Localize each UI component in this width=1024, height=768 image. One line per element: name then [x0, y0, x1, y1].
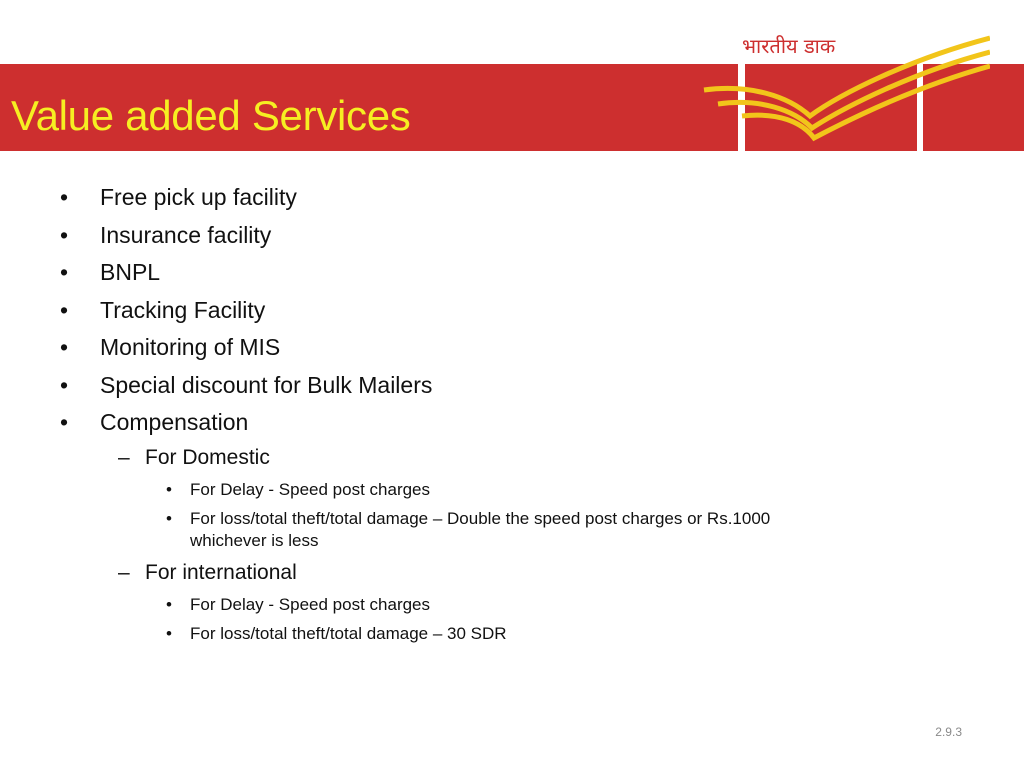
bullet-marker: •: [60, 372, 69, 398]
sub-sub-list-item-text: For Delay - Speed post charges: [190, 595, 431, 614]
bullet-marker: •: [166, 595, 172, 614]
bullet-marker: •: [60, 184, 69, 210]
slide-title: Value added Services: [11, 92, 411, 139]
list-item-text: Tracking Facility: [100, 297, 266, 323]
bullet-marker: •: [60, 222, 69, 248]
list-item-text: Compensation: [100, 409, 249, 435]
sub-sub-list-item-text: For loss/total theft/total damage – 30 SDR: [190, 624, 507, 643]
dash-marker: –: [118, 561, 130, 584]
bullet-marker: •: [60, 297, 69, 323]
bullet-marker: •: [60, 409, 69, 435]
sub-sub-list-item-text: For Delay - Speed post charges: [190, 480, 431, 499]
dash-marker: –: [118, 446, 130, 469]
list-item-text: Free pick up facility: [100, 184, 297, 210]
logo-text: भारतीय डाक: [742, 34, 836, 58]
list-item-text: Special discount for Bulk Mailers: [100, 372, 433, 398]
sub-sub-list-item-text: For loss/total theft/total damage – Double the speed post charges or Rs.1000: [190, 509, 771, 528]
bullet-marker: •: [166, 480, 172, 499]
bullet-marker: •: [166, 509, 172, 528]
list-item-text: BNPL: [100, 259, 161, 285]
sub-sub-list-item-text: whichever is less: [190, 531, 319, 550]
bullet-marker: •: [60, 259, 69, 285]
sub-list-item-text: For international: [145, 561, 297, 584]
bullet-marker: •: [60, 334, 69, 360]
list-item-text: Insurance facility: [100, 222, 272, 248]
sub-list-item-text: For Domestic: [145, 446, 270, 469]
bullet-marker: •: [166, 624, 172, 643]
list-item-text: Monitoring of MIS: [100, 334, 281, 360]
slide-number: 2.9.3: [935, 725, 962, 739]
